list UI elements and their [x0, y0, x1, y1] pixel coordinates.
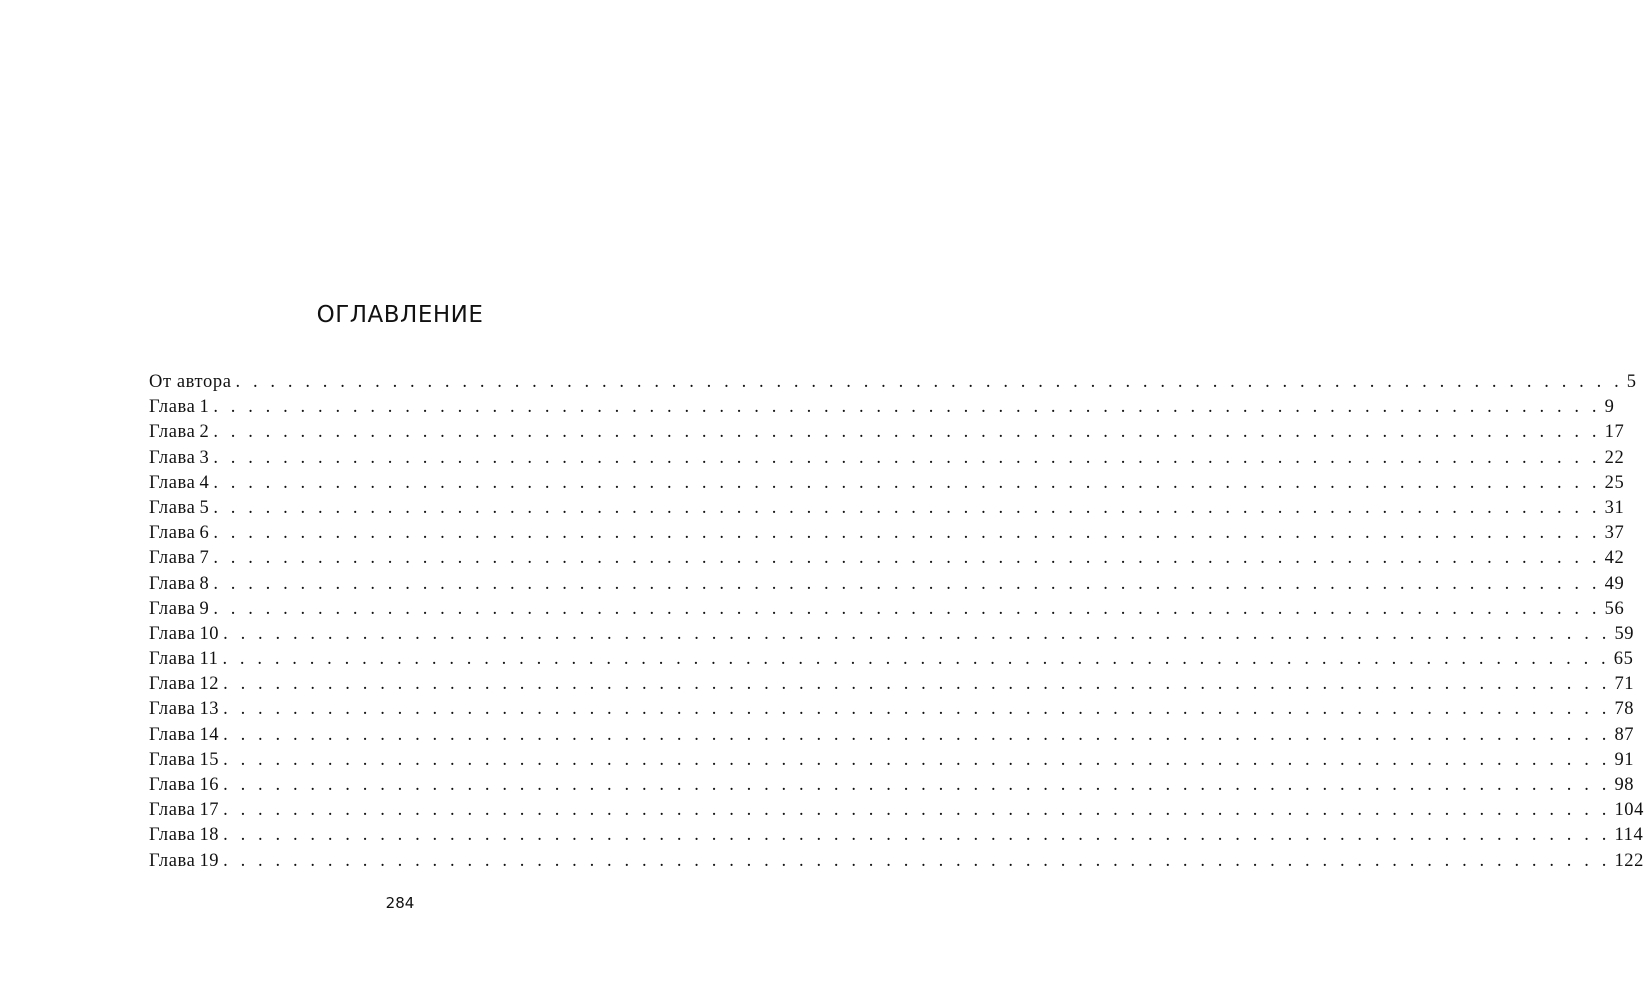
- toc-entry-number: 17: [199, 800, 220, 821]
- toc-entry: [149, 672, 1635, 697]
- toc-entry-page: 25: [1604, 472, 1625, 493]
- toc-entry: [149, 773, 1635, 798]
- toc-entry: [149, 823, 1644, 848]
- toc-entry-label: Глава: [149, 523, 196, 544]
- toc-entry-label: Глава: [149, 699, 196, 720]
- toc-entry-label: Глава: [149, 422, 196, 443]
- dot-leader: . . . . . . . . . . . . . . . . . . . . . . . . . . . . . . . . . . . . . . . . . . . . . . . . . . . . . . . . . . . . . . . . . . . . . . . . . . . . . . . .: [222, 649, 1610, 670]
- toc-entry: [149, 496, 1625, 521]
- dot-leader: . . . . . . . . . . . . . . . . . . . . . . . . . . . . . . . . . . . . . . . . . . . . . . . . . . . . . . . . . . . . . . . . . . . . . . . . . . . . . . . .: [213, 497, 1601, 518]
- toc-entry-page: 5: [1626, 372, 1637, 392]
- toc-entry-page: 78: [1614, 699, 1635, 720]
- toc-entry-label: Глава: [149, 548, 196, 569]
- toc-entry-number: 5: [199, 497, 210, 518]
- toc-entry-page: 59: [1614, 623, 1635, 644]
- toc-entry-number: 11: [199, 649, 219, 670]
- toc-entry-number: 9: [199, 598, 210, 619]
- dot-leader: . . . . . . . . . . . . . . . . . . . . . . . . . . . . . . . . . . . . . . . . . . . . . . . . . . . . . . . . . . . . . . . . . . . . . . . . . . . . . . . .: [213, 548, 1601, 569]
- toc-entry-number: 1: [199, 397, 210, 418]
- toc-entry-page: 22: [1604, 447, 1625, 468]
- dot-leader: . . . . . . . . . . . . . . . . . . . . . . . . . . . . . . . . . . . . . . . . . . . . . . . . . . . . . . . . . . . . . . . . . . . . . . . . . . . . . . . .: [235, 372, 1623, 392]
- toc-entry-label: Глава: [149, 749, 196, 770]
- toc-entry-label: Глава: [149, 724, 196, 745]
- toc-entry: [149, 622, 1635, 647]
- dot-leader: . . . . . . . . . . . . . . . . . . . . . . . . . . . . . . . . . . . . . . . . . . . . . . . . . . . . . . . . . . . . . . . . . . . . . . . . . . . . . . . .: [213, 523, 1601, 544]
- toc-entry-number: 19: [199, 850, 220, 871]
- toc-entry-page: 42: [1604, 548, 1625, 569]
- toc-entry-page: 91: [1614, 749, 1635, 770]
- toc-entry-label: Глава: [149, 775, 196, 795]
- toc-entry-page: 98: [1614, 775, 1635, 795]
- dot-leader: . . . . . . . . . . . . . . . . . . . . . . . . . . . . . . . . . . . . . . . . . . . . . . . . . . . . . . . . . . . . . . . . . . . . . . . . . . . . . . . .: [223, 623, 1611, 644]
- toc-entry-label: Глава: [149, 825, 196, 846]
- toc-entry: [149, 647, 1634, 672]
- toc-entry-page: 31: [1604, 497, 1625, 518]
- dot-leader: . . . . . . . . . . . . . . . . . . . . . . . . . . . . . . . . . . . . . . . . . . . . . . . . . . . . . . . . . . . . . . . . . . . . . . . . . . . . . . . .: [223, 825, 1611, 846]
- toc-entry-number: 12: [199, 674, 220, 695]
- toc-entry: [149, 420, 1625, 445]
- toc-entry-number: 14: [199, 724, 220, 745]
- toc-entry-number: 8: [199, 573, 210, 594]
- dot-leader: . . . . . . . . . . . . . . . . . . . . . . . . . . . . . . . . . . . . . . . . . . . . . . . . . . . . . . . . . . . . . . . . . . . . . . . . . . . . . . . .: [223, 724, 1611, 745]
- toc-entry-page: 37: [1604, 523, 1625, 544]
- dot-leader: . . . . . . . . . . . . . . . . . . . . . . . . . . . . . . . . . . . . . . . . . . . . . . . . . . . . . . . . . . . . . . . . . . . . . . . . . . . . . . . .: [223, 749, 1611, 770]
- toc-entry: [149, 521, 1625, 546]
- table-of-contents: [149, 370, 1644, 874]
- toc-entry: [149, 395, 1615, 420]
- toc-entry-label: Глава: [149, 850, 196, 871]
- page-title: ОГЛАВЛЕНИЕ: [316, 302, 484, 328]
- dot-leader: . . . . . . . . . . . . . . . . . . . . . . . . . . . . . . . . . . . . . . . . . . . . . . . . . . . . . . . . . . . . . . . . . . . . . . . . . . . . . . . .: [223, 850, 1611, 871]
- toc-entry-page: 71: [1614, 674, 1635, 695]
- toc-entry-number: 10: [199, 623, 220, 644]
- toc-entry-label: Глава: [149, 598, 196, 619]
- toc-entry: [149, 446, 1625, 471]
- toc-entry-label: Глава: [149, 447, 196, 468]
- toc-entry-page: 17: [1604, 422, 1625, 443]
- toc-entry-number: 13: [199, 699, 220, 720]
- toc-entry-page: 49: [1604, 573, 1625, 594]
- toc-entry: [149, 370, 1637, 395]
- toc-entry-label: Глава: [149, 674, 196, 695]
- toc-entry-label: Глава: [149, 623, 196, 644]
- toc-entry-number: 16: [199, 775, 220, 795]
- toc-entry-label: Глава: [149, 573, 196, 594]
- dot-leader: . . . . . . . . . . . . . . . . . . . . . . . . . . . . . . . . . . . . . . . . . . . . . . . . . . . . . . . . . . . . . . . . . . . . . . . . . . . . . . . .: [223, 699, 1611, 720]
- dot-leader: . . . . . . . . . . . . . . . . . . . . . . . . . . . . . . . . . . . . . . . . . . . . . . . . . . . . . . . . . . . . . . . . . . . . . . . . . . . . . . . .: [213, 422, 1601, 443]
- toc-entry-number: 15: [199, 749, 220, 770]
- toc-entry-page: 56: [1604, 598, 1625, 619]
- toc-entry-label: Глава: [149, 800, 196, 821]
- toc-entry-number: 7: [199, 548, 210, 569]
- toc-entry-page: 9: [1604, 397, 1615, 418]
- toc-entry-page: 104: [1614, 800, 1644, 821]
- toc-entry-number: 6: [199, 523, 210, 544]
- dot-leader: . . . . . . . . . . . . . . . . . . . . . . . . . . . . . . . . . . . . . . . . . . . . . . . . . . . . . . . . . . . . . . . . . . . . . . . . . . . . . . . .: [223, 775, 1611, 795]
- toc-entry-page: 122: [1614, 850, 1644, 871]
- toc-entry-page: 65: [1613, 649, 1634, 670]
- toc-entry: [149, 798, 1644, 823]
- toc-entry-number: 18: [199, 825, 220, 846]
- toc-entry-page: 114: [1614, 825, 1644, 846]
- toc-entry-label: Глава: [149, 397, 196, 418]
- toc-entry-number: 2: [199, 422, 210, 443]
- toc-entry: [149, 572, 1625, 597]
- toc-entry: [149, 546, 1625, 571]
- toc-entry-label: Глава: [149, 497, 196, 518]
- toc-entry: [149, 849, 1644, 874]
- toc-entry-label: Глава: [149, 472, 196, 493]
- dot-leader: . . . . . . . . . . . . . . . . . . . . . . . . . . . . . . . . . . . . . . . . . . . . . . . . . . . . . . . . . . . . . . . . . . . . . . . . . . . . . . . .: [213, 573, 1601, 594]
- toc-entry: [149, 723, 1635, 748]
- toc-entry: [149, 597, 1625, 622]
- page-number: 284: [385, 894, 415, 912]
- toc-entry: [149, 697, 1635, 722]
- toc-entry: [149, 471, 1625, 496]
- toc-entry-number: 3: [199, 447, 210, 468]
- toc-entry: [149, 748, 1635, 773]
- dot-leader: . . . . . . . . . . . . . . . . . . . . . . . . . . . . . . . . . . . . . . . . . . . . . . . . . . . . . . . . . . . . . . . . . . . . . . . . . . . . . . . .: [223, 674, 1611, 695]
- dot-leader: . . . . . . . . . . . . . . . . . . . . . . . . . . . . . . . . . . . . . . . . . . . . . . . . . . . . . . . . . . . . . . . . . . . . . . . . . . . . . . . .: [223, 800, 1611, 821]
- dot-leader: . . . . . . . . . . . . . . . . . . . . . . . . . . . . . . . . . . . . . . . . . . . . . . . . . . . . . . . . . . . . . . . . . . . . . . . . . . . . . . . .: [213, 598, 1601, 619]
- dot-leader: . . . . . . . . . . . . . . . . . . . . . . . . . . . . . . . . . . . . . . . . . . . . . . . . . . . . . . . . . . . . . . . . . . . . . . . . . . . . . . . .: [213, 472, 1601, 493]
- dot-leader: . . . . . . . . . . . . . . . . . . . . . . . . . . . . . . . . . . . . . . . . . . . . . . . . . . . . . . . . . . . . . . . . . . . . . . . . . . . . . . . .: [213, 447, 1601, 468]
- toc-entry-page: 87: [1614, 724, 1635, 745]
- dot-leader: . . . . . . . . . . . . . . . . . . . . . . . . . . . . . . . . . . . . . . . . . . . . . . . . . . . . . . . . . . . . . . . . . . . . . . . . . . . . . . . .: [213, 397, 1601, 418]
- toc-entry-number: 4: [199, 472, 210, 493]
- toc-entry-label: Глава: [149, 649, 196, 670]
- toc-entry-label: От автора: [149, 372, 232, 392]
